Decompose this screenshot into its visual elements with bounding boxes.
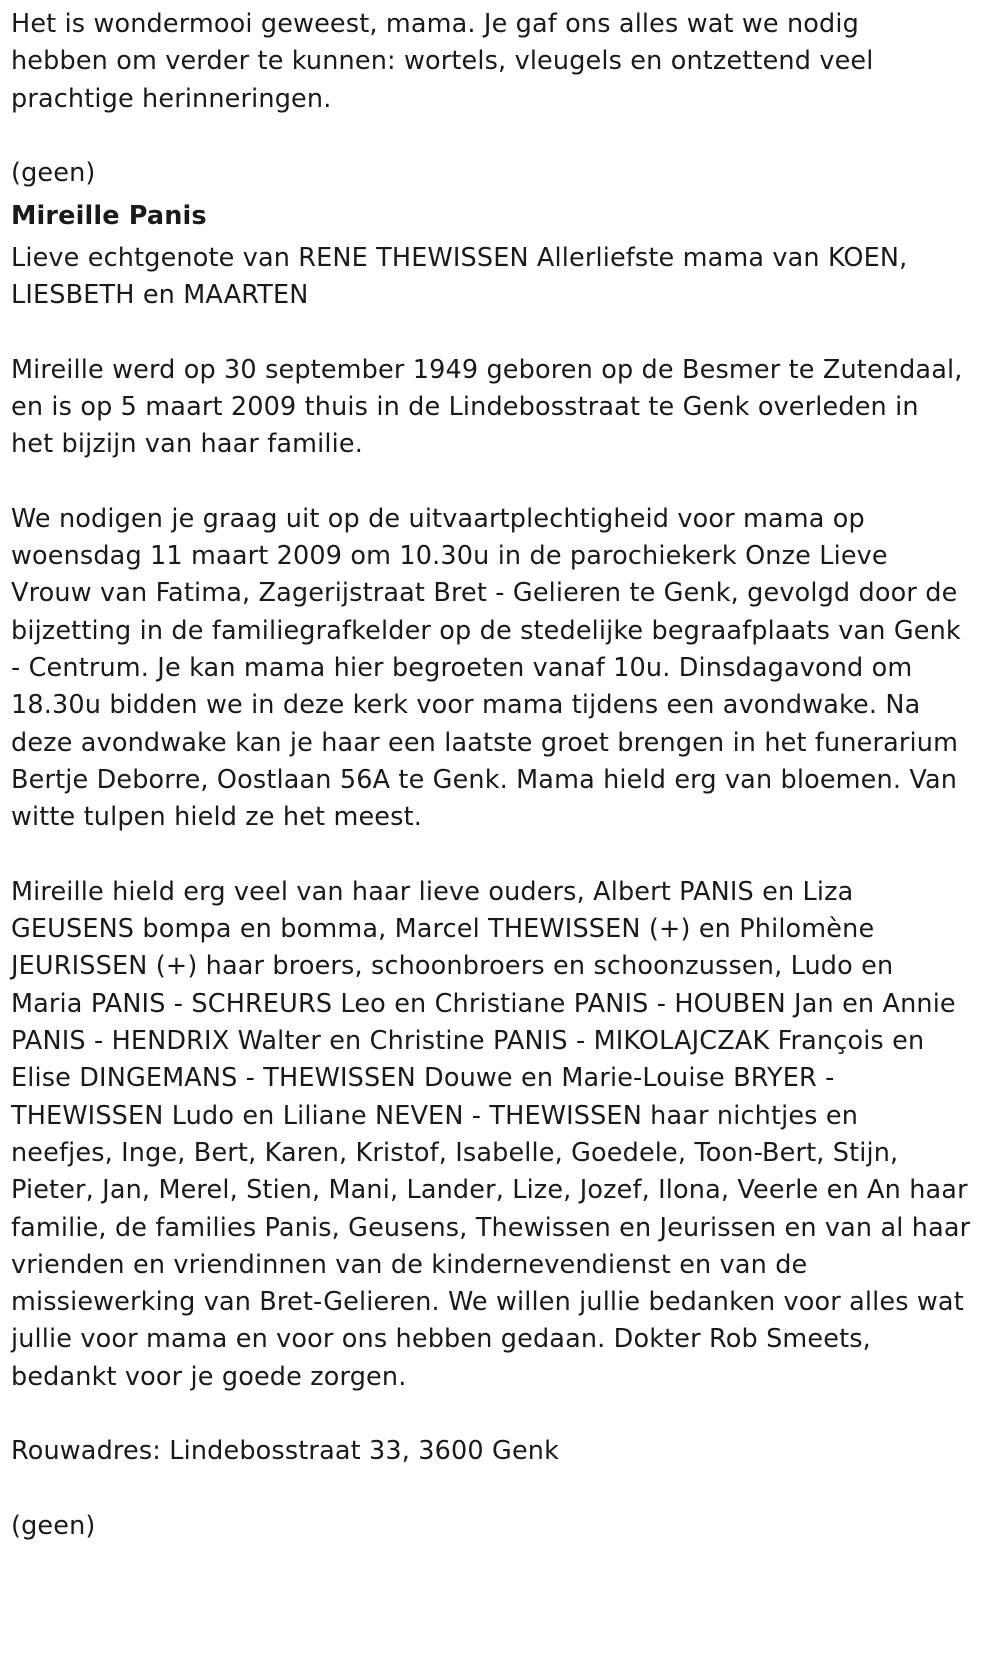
birth-death-paragraph	[11, 352, 963, 464]
born-line: Mireille werd op 30 september 1949 geboren op de Besmer te Zutendaal,	[11, 354, 963, 385]
spacer	[11, 1471, 940, 1508]
family-line: vrienden en vriendinnen van de kindernevendienst en van de	[11, 1249, 808, 1280]
family-line: jullie voor mama en voor ons hebben gedaan. Dokter Rob Smeets,	[11, 1324, 871, 1355]
intro-line: prachtige herinneringen.	[11, 83, 332, 114]
funeral-line: witte tulpen hield ze het meest.	[11, 802, 422, 833]
relation-line: LIESBETH en MAARTEN	[11, 280, 309, 311]
spacer	[11, 1396, 940, 1433]
family-line: bedankt voor je goede zorgen.	[11, 1361, 407, 1392]
family-line: Pieter, Jan, Merel, Stien, Mani, Lander, Lize, Jozef, Ilona, Veerle en An haar	[11, 1175, 968, 1206]
funeral-line: bijzetting in de familiegrafkelder op de stedelijke begraafplaats van Genk	[11, 615, 961, 646]
intro-line: hebben om verder te kunnen: wortels, vleugels en ontzettend veel	[11, 46, 874, 77]
spacer	[11, 314, 940, 351]
spacer	[11, 118, 940, 155]
funeral-line: woensdag 11 maart 2009 om 10.30u in de parochiekerk Onze Lieve	[11, 541, 888, 572]
relation-line: Lieve echtgenote van RENE THEWISSEN Allerliefste mama van KOEN,	[11, 242, 908, 273]
family-paragraph	[11, 874, 971, 1396]
funeral-line: Vrouw van Fatima, Zagerijstraat Bret - Gelieren te Genk, gevolgd door de	[11, 578, 958, 609]
funeral-line: 18.30u bidden we in deze kerk voor mama tijdens een avondwake. Na	[11, 690, 921, 721]
geen-note-bottom: (geen)	[11, 1510, 96, 1541]
funeral-paragraph	[11, 501, 961, 837]
family-line: THEWISSEN Ludo en Liliane NEVEN - THEWISSEN haar nichtjes en	[11, 1100, 859, 1131]
family-line: neefjes, Inge, Bert, Karen, Kristof, Isabelle, Goedele, Toon-Bert, Stijn,	[11, 1137, 899, 1168]
family-line: Elise DINGEMANS - THEWISSEN Douwe en Marie-Louise BRYER -	[11, 1063, 835, 1094]
intro-paragraph	[11, 6, 940, 118]
family-line: Maria PANIS - SCHREURS Leo en Christiane PANIS - HOUBEN Jan en Annie	[11, 988, 956, 1019]
family-line: missiewerking van Bret-Gelieren. We willen jullie bedanken voor alles wat	[11, 1287, 964, 1318]
family-line: Mireille hield erg veel van haar lieve ouders, Albert PANIS en Liza	[11, 876, 854, 907]
family-line: PANIS - HENDRIX Walter en Christine PANIS - MIKOLAJCZAK François en	[11, 1026, 925, 1057]
deceased-name: Mireille Panis	[11, 201, 207, 232]
born-line: en is op 5 maart 2009 thuis in de Lindebosstraat te Genk overleden in	[11, 391, 919, 422]
geen-note-top: (geen)	[11, 158, 96, 189]
spacer	[11, 837, 940, 874]
funeral-line: - Centrum. Je kan mama hier begroeten vanaf 10u. Dinsdagavond om	[11, 653, 913, 684]
funeral-line: Bertje Deborre, Oostlaan 56A te Genk. Mama hield erg van bloemen. Van	[11, 764, 958, 795]
born-line: het bijzijn van haar familie.	[11, 429, 363, 460]
spacer	[11, 464, 940, 501]
mourning-address: Rouwadres: Lindebosstraat 33, 3600 Genk	[11, 1436, 560, 1467]
funeral-line: We nodigen je graag uit op de uitvaartplechtigheid voor mama op	[11, 503, 865, 534]
intro-line: Het is wondermooi geweest, mama. Je gaf ons alles wat we nodig	[11, 9, 859, 39]
family-line: GEUSENS bompa en bomma, Marcel THEWISSEN (+) en Philomène	[11, 914, 875, 945]
relation-paragraph	[11, 240, 940, 315]
family-line: familie, de families Panis, Geusens, Thewissen en Jeurissen en van al haar	[11, 1212, 971, 1243]
funeral-line: deze avondwake kan je haar een laatste groet brengen in het funerarium	[11, 727, 959, 758]
family-line: JEURISSEN (+) haar broers, schoonbroers en schoonzussen, Ludo en	[11, 951, 894, 982]
